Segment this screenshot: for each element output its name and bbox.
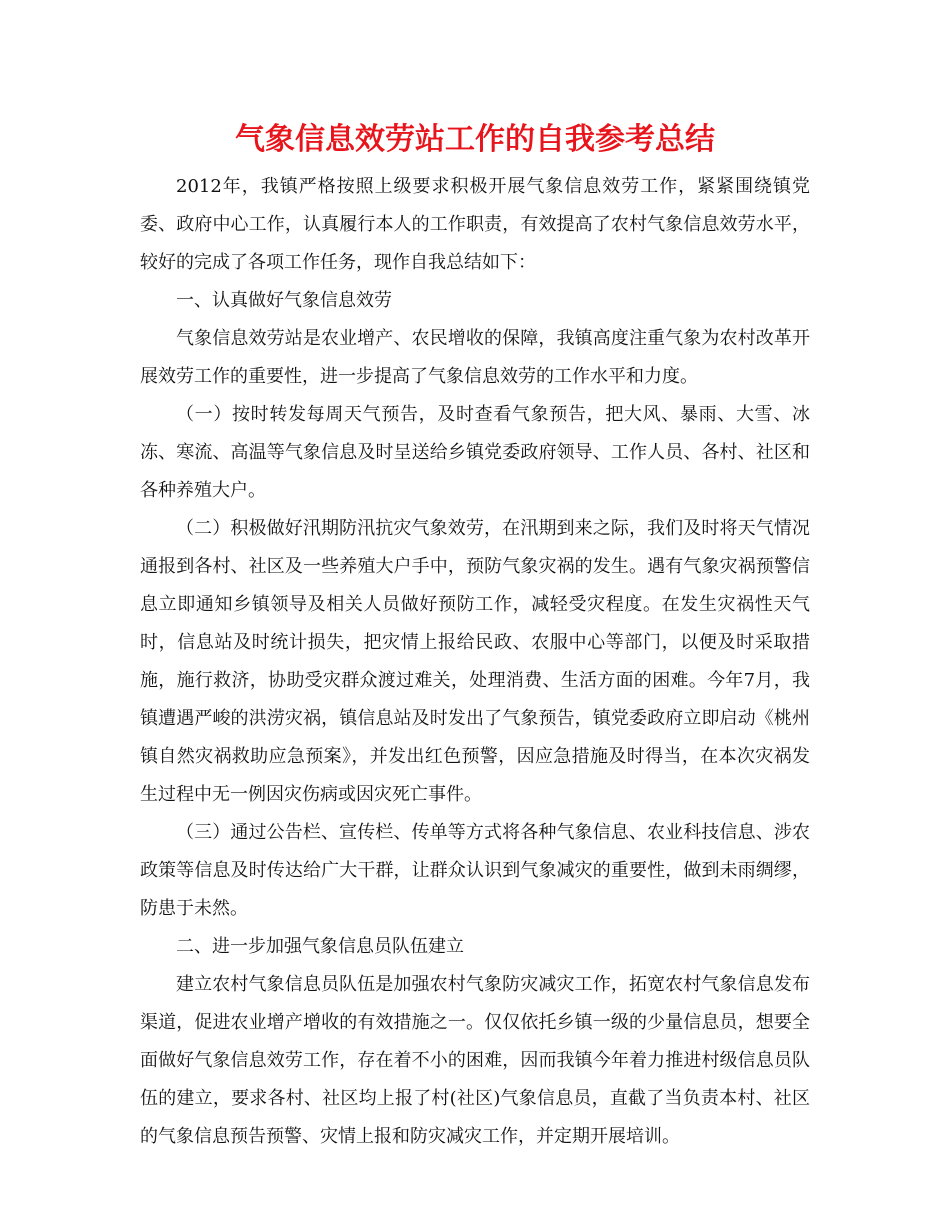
paragraph-section-1: 气象信息效劳站是农业增产、农民增收的保障，我镇高度注重气象为农村改革开展效劳工作的重要性，进一步提高了气象信息效劳的工作水平和力度。 (140, 328, 810, 387)
section-heading-1: 一、认真做好气象信息效劳 (176, 290, 392, 311)
paragraph-item-1: （一）按时转发每周天气预告，及时查看气象预告，把大风、暴雨、大雪、冰冻、寒流、高温等气象信息及时呈送给乡镇党委政府领导、工作人员、各村、社区和各种养殖大户。 (140, 404, 810, 501)
paragraph-item-3: （三）通过公告栏、宣传栏、传单等方式将各种气象信息、农业科技信息、涉农政策等信息及时传达给广大干群，让群众认识到气象减灾的重要性，做到未雨绸缪，防患于未然。 (140, 822, 810, 919)
section-heading-2: 二、进一步加强气象信息员队伍建立 (176, 936, 464, 957)
document-title: 气象信息效劳站工作的自我参考总结 (235, 122, 715, 157)
paragraph-section-2: 建立农村气象信息员队伍是加强农村气象防灾减灾工作，拓宽农村气象信息发布渠道，促进农业增产增收的有效措施之一。仅仅依托乡镇一级的少量信息员，想要全面做好气象信息效劳工作，存在着不小的困难，因而我镇今年着力推进村级信息员队伍的建立，要求各村、社区均上报了村(社区)气象信息员，直截了当负责本村、社区的气象信息预告预警、灾情上报和防灾减灾工作，并定期开展培训。 (140, 974, 810, 1147)
paragraph-intro: 2012年，我镇严格按照上级要求积极开展气象信息效劳工作，紧紧围绕镇党委、政府中心工作，认真履行本人的工作职责，有效提高了农村气象信息效劳水平，较好的完成了各项工作任务，现作自我总结如下： (140, 176, 810, 273)
paragraph-item-2: （二）积极做好汛期防汛抗灾气象效劳，在汛期到来之际，我们及时将天气情况通报到各村、社区及一些养殖大户手中，预防气象灾祸的发生。遇有气象灾祸预警信息立即通知乡镇领导及相关人员做好预防工作，减轻受灾程度。在发生灾祸性天气时，信息站及时统计损失，把灾情上报给民政、农服中心等部门，以便及时采取措施，施行救济，协助受灾群众渡过难关，处理消费、生活方面的困难。今年7月，我镇遭遇严峻的洪涝灾祸，镇信息站及时发出了气象预告，镇党委政府立即启动《桃州镇自然灾祸救助应急预案》，并发出红色预警，因应急措施及时得当，在本次灾祸发生过程中无一例因灾伤病或因灾死亡事件。 (140, 518, 810, 805)
